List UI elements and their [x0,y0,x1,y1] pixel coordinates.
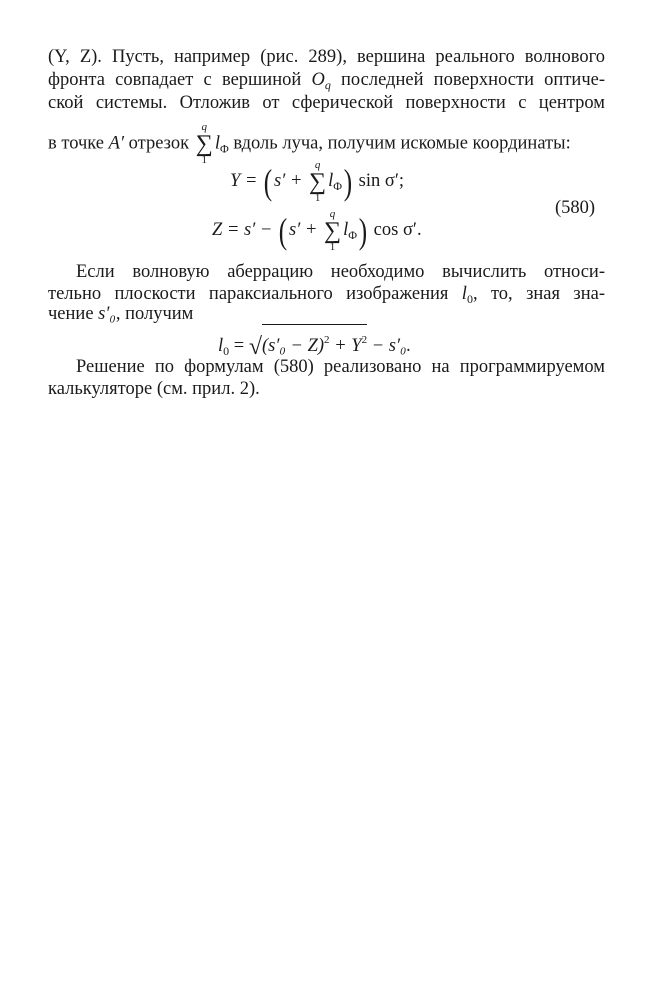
summation-symbol: q ∑ 1 [195,121,213,166]
text-line: фронта совпадает с вершиной $O_q$ последней поверхности оптиче- [48,70,605,92]
text-line: (Y, Z). Пусть, например (рис. 289), вершина реального волнового [48,47,605,67]
equation-y: Y = (s′ + q ∑ 1 $l_\Phi$) sin σ′; [230,158,405,204]
text-line: тельно плоскости параксиального изображения $l_0$, то, зная зна- [48,284,605,306]
equation-number: (580) [555,198,596,218]
equation-l0: $l_0 = √(s'_0 - Z)^2 + Y^2 - s'_0$. [218,324,411,365]
text-line: Если волновую аберрацию необходимо вычислить относи- [76,262,605,282]
text-line: Решение по формулам (580) реализовано на программируемом [76,357,605,377]
text-line: ской системы. Отложив от сферической поверхности с центром [48,93,605,113]
text-line: чение s′₀, получим [48,304,194,324]
equation-z: Z = s′ − (s′ + q ∑ 1 $l_\Phi$) cos σ′. [212,207,422,253]
summation-symbol: q ∑ 1 [324,207,342,253]
text-line: в точке A′ отрезок q ∑ 1 $l_\Phi$ вдоль луча, получим искомые координаты: [48,121,571,166]
summation-symbol: q ∑ 1 [309,158,327,204]
text-line: калькуляторе (см. прил. 2). [48,379,260,399]
square-root: $√(s'_0 - Z)^2 + Y^2$ [249,324,367,361]
